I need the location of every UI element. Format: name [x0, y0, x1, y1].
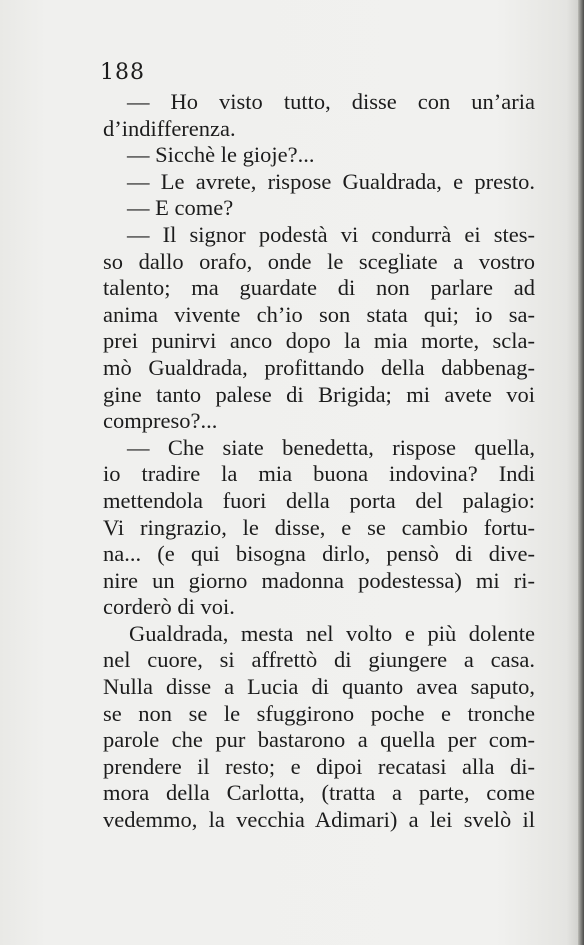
page-edge-shadow: [578, 0, 584, 945]
text-line: nire un giorno madonna podestessa) mi ri-: [103, 567, 535, 593]
text-line: anima vivente ch’io son stata qui; io sa-: [103, 301, 535, 327]
text-line: — Il signor podestà vi condurrà ei stes-: [127, 221, 535, 247]
text-line: mettendola fuori della porta del palagio:: [103, 487, 535, 513]
text-line: mò Gualdrada, profittando della dabbenag-: [103, 354, 535, 380]
text-line: — Ho visto tutto, disse con un’aria: [127, 89, 535, 114]
text-line: parole che pur bastarono a quella per com-: [103, 727, 535, 753]
text-line: prei punirvi anco dopo la mia morte, scla-: [103, 328, 535, 354]
text-line: d’indifferenza.: [103, 115, 236, 141]
text-line: nel cuore, si affrettò di giungere a casa.: [103, 647, 535, 673]
text-line: so dallo orafo, onde le scegliate a vostro: [103, 248, 535, 274]
text-line: gine tanto palese di Brigida; mi avete voi: [103, 381, 535, 407]
text-line: mora della Carlotta, (tratta a parte, come: [103, 780, 535, 806]
text-line: Vi ringrazio, le disse, e se cambio fortu-: [103, 514, 535, 540]
page-number: 188: [100, 60, 145, 85]
text-line: — Le avrete, rispose Gualdrada, e presto.: [127, 168, 535, 194]
text-line: se non se le sfuggirono poche e tronche: [103, 700, 535, 726]
page-text: [103, 89, 535, 834]
text-line: Nulla disse a Lucia di quanto avea saputo,: [103, 674, 535, 700]
text-line: — Sicchè le gioje?...: [127, 142, 315, 168]
text-line: io tradire la mia buona indovina? Indi: [103, 461, 535, 487]
text-line: prendere il resto; e dipoi recatasi alla di-: [103, 753, 535, 779]
text-line: corderò di voi.: [103, 594, 235, 620]
text-line: compreso?...: [103, 408, 218, 434]
text-line: vedemmo, la vecchia Adimari) a lei svelò il: [103, 807, 535, 833]
text-line: na... (e qui bisogna dirlo, pensò di dive-: [103, 541, 535, 567]
text-line: Gualdrada, mesta nel volto e più dolente: [129, 620, 535, 646]
text-line: — Che siate benedetta, rispose quella,: [127, 434, 535, 460]
text-line: — E come?: [127, 195, 234, 221]
text-line: talento; ma guardate di non parlare ad: [103, 275, 535, 301]
